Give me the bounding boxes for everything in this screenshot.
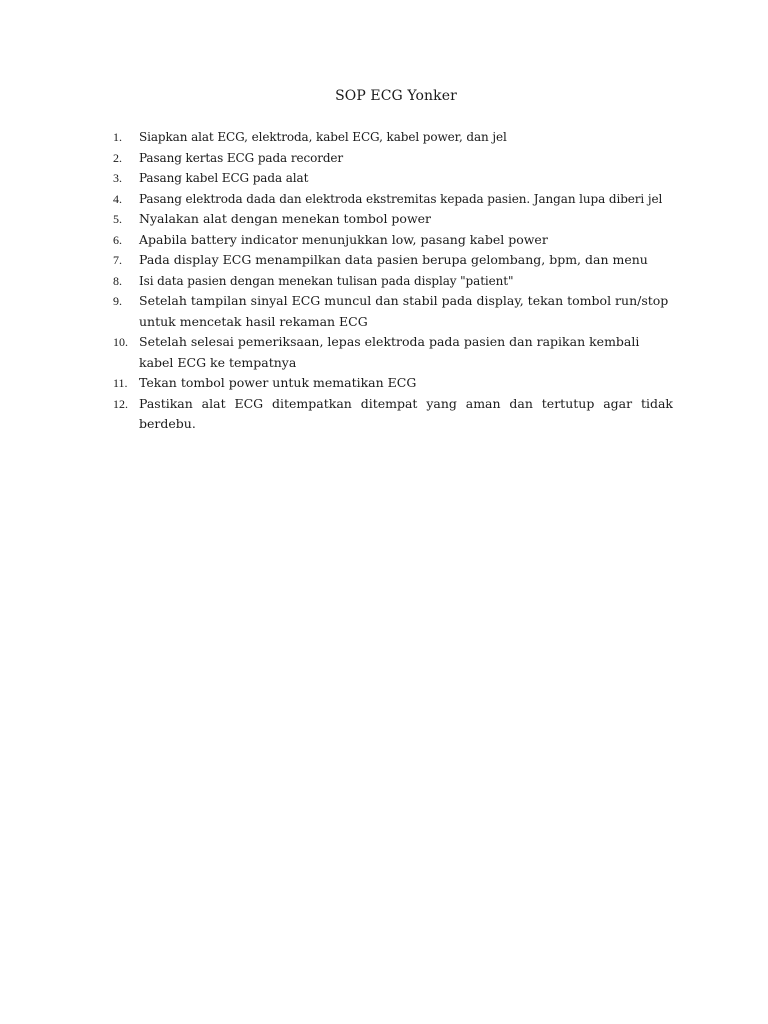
step-number: 7. bbox=[113, 253, 122, 267]
step-number: 10. bbox=[113, 335, 128, 349]
step-text: Pasang elektroda dada dan elektroda ekstremitas kepada pasien. Jangan lupa diberi jel bbox=[139, 191, 663, 206]
list-item bbox=[113, 209, 673, 230]
step-text: Isi data pasien dengan menekan tulisan pada display "patient" bbox=[139, 273, 514, 288]
sop-step-list bbox=[113, 127, 673, 435]
list-item bbox=[113, 291, 673, 332]
step-text: Tekan tombol power untuk mematikan ECG bbox=[139, 375, 417, 390]
list-item bbox=[113, 394, 673, 435]
step-text: Siapkan alat ECG, elektroda, kabel ECG, kabel power, dan jel bbox=[139, 130, 507, 144]
step-number: 8. bbox=[113, 273, 122, 288]
step-number: 1. bbox=[113, 130, 122, 144]
list-item bbox=[113, 373, 673, 394]
step-text: Pastikan alat ECG ditempatkan ditempat yang aman dan tertutup agar tidak berdebu. bbox=[139, 395, 673, 431]
step-text: Setelah selesai pemeriksaan, lepas elektroda pada pasien dan rapikan kembali kabel ECG ke tempatnya bbox=[139, 334, 640, 370]
step-text: Pasang kabel ECG pada alat bbox=[139, 171, 309, 185]
list-item bbox=[113, 230, 673, 251]
step-number: 3. bbox=[113, 171, 122, 185]
step-number: 6. bbox=[113, 232, 122, 247]
step-number: 9. bbox=[113, 294, 122, 308]
step-number: 2. bbox=[113, 150, 122, 165]
step-text: Nyalakan alat dengan menekan tombol power bbox=[139, 211, 432, 226]
step-text: Pasang kertas ECG pada recorder bbox=[139, 150, 344, 165]
list-item bbox=[113, 148, 673, 169]
list-item bbox=[113, 250, 673, 271]
list-item bbox=[113, 332, 673, 373]
list-item bbox=[113, 127, 673, 148]
page-title: SOP ECG Yonker bbox=[335, 88, 457, 104]
step-text: Pada display ECG menampilkan data pasien berupa gelombang, bpm, dan menu bbox=[139, 252, 648, 267]
step-number: 12. bbox=[113, 396, 128, 411]
list-item bbox=[113, 271, 673, 292]
step-number: 4. bbox=[113, 191, 122, 206]
step-text: Apabila battery indicator menunjukkan low, pasang kabel power bbox=[139, 231, 548, 247]
step-number: 5. bbox=[113, 212, 122, 226]
list-item bbox=[113, 168, 673, 189]
step-number: 11. bbox=[113, 376, 128, 390]
list-item bbox=[113, 189, 673, 210]
step-text: Setelah tampilan sinyal ECG muncul dan stabil pada display, tekan tombol run/stop untuk mencetak hasil rekaman ECG bbox=[139, 293, 669, 329]
